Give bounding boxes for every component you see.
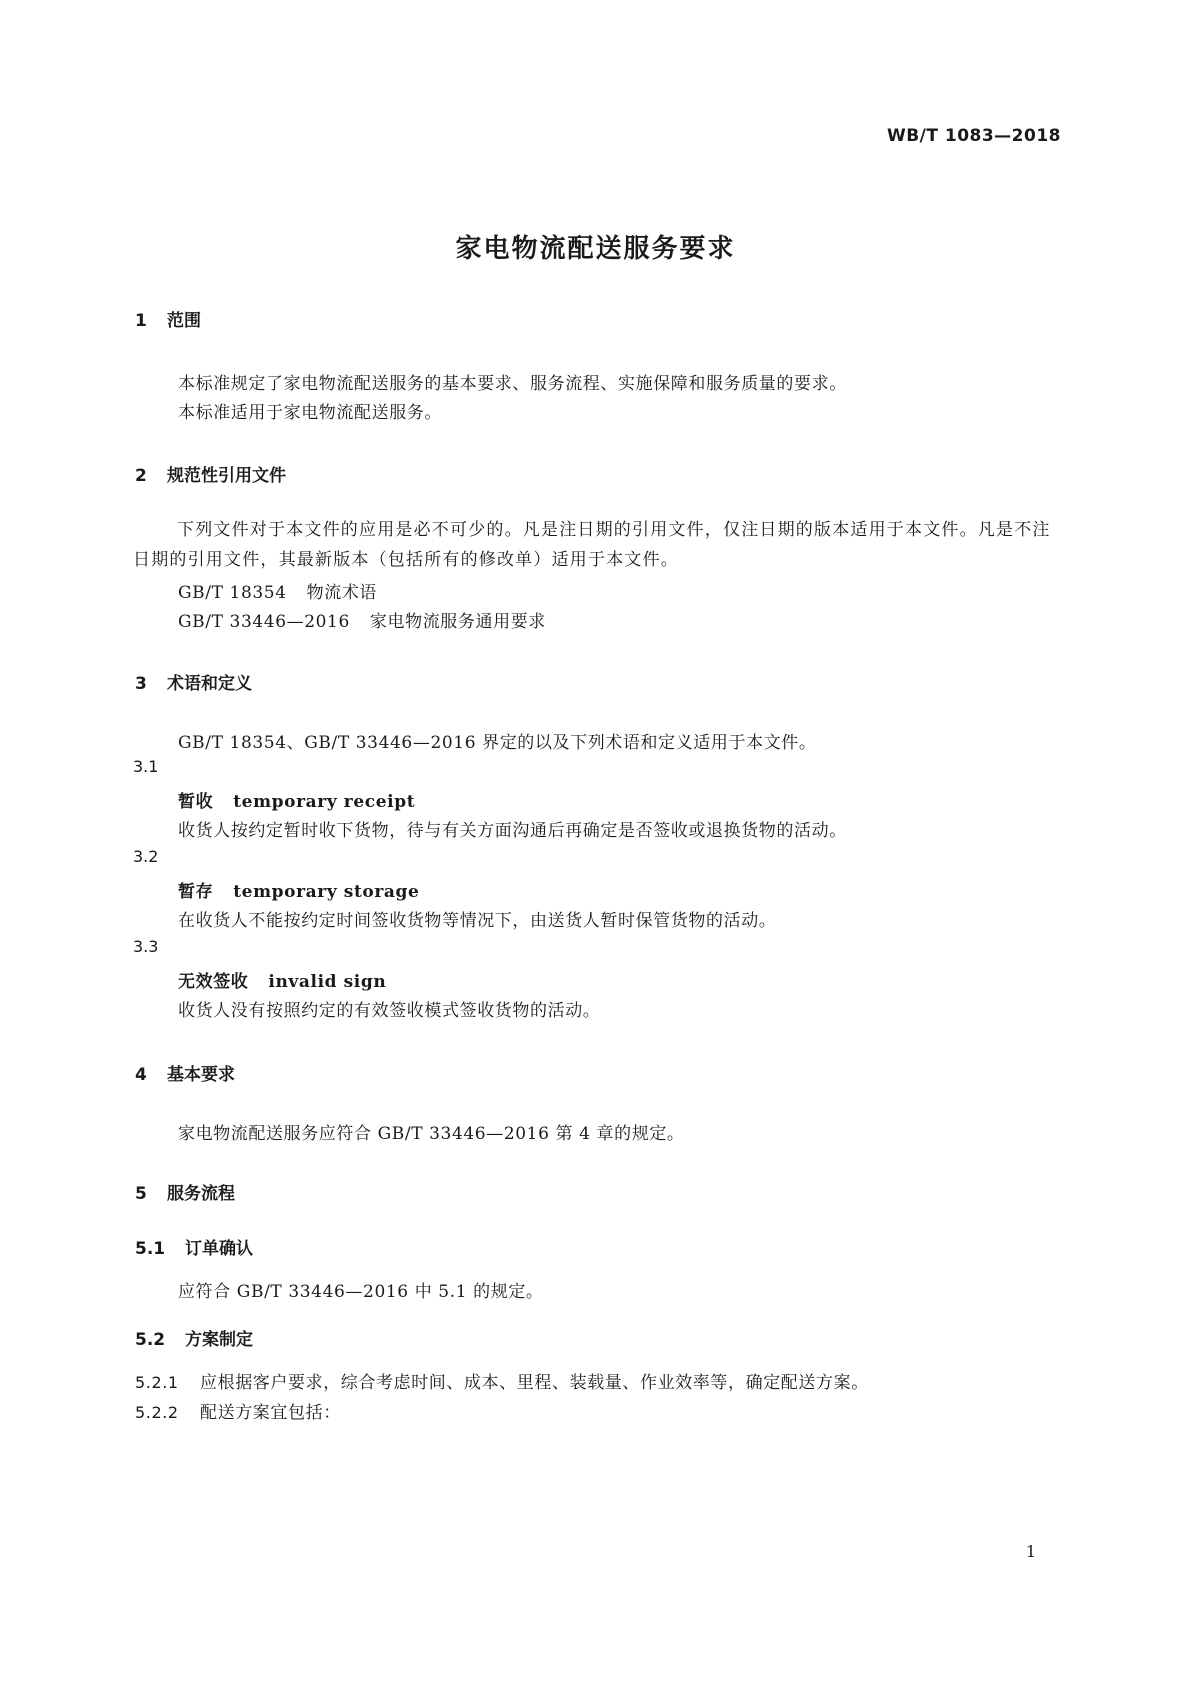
term-definition: 收货人按约定暂时收下货物，待与有关方面沟通后再确定是否签收或退换货物的活动。 [178, 821, 847, 841]
section-4-paragraph: 家电物流配送服务应符合 GB/T 33446—2016 第 4 章的规定。 [178, 1124, 685, 1144]
subsection-title: 方案制定 [185, 1330, 253, 1350]
reference-name: 家电物流服务通用要求 [369, 612, 546, 632]
subsection-number: 5.1 [135, 1239, 166, 1259]
term-heading [178, 967, 386, 992]
section-title: 范围 [167, 311, 201, 331]
term-heading [178, 877, 419, 902]
clause-text: 配送方案宜包括： [200, 1403, 341, 1423]
term-english: invalid sign [268, 972, 387, 992]
section-1-heading [135, 306, 201, 331]
standard-code: WB/T 1083—2018 [886, 126, 1061, 146]
subsection-5-1-heading [135, 1234, 253, 1259]
document-title: 家电物流配送服务要求 [455, 234, 736, 264]
section-3-heading [135, 669, 252, 694]
term-english: temporary storage [233, 882, 420, 902]
section-title: 基本要求 [167, 1065, 235, 1085]
section-2-paragraph: 下列文件对于本文件的应用是必不可少的。凡是注日期的引用文件，仅注日期的版本适用于本文件。凡是不注日期的引用文件，其最新版本（包括所有的修改单）适用于本文件。 [133, 520, 1051, 570]
clause-number: 5.2.2 [135, 1403, 179, 1422]
subsection-number: 5.2 [135, 1330, 166, 1350]
reference-item [178, 607, 546, 632]
term-number: 3.3 [133, 937, 159, 956]
subsection-5-2-heading [135, 1325, 253, 1350]
section-title: 术语和定义 [167, 674, 252, 694]
clause-5-2-2 [135, 1398, 341, 1423]
section-title: 规范性引用文件 [167, 466, 286, 486]
reference-item [178, 578, 377, 603]
section-number: 5 [135, 1184, 147, 1204]
term-number: 3.1 [133, 757, 159, 776]
page-number: 1 [1025, 1542, 1036, 1561]
term-definition: 收货人没有按照约定的有效签收模式签收货物的活动。 [178, 1001, 601, 1021]
section-2-heading [135, 461, 286, 486]
section-5-heading [135, 1179, 235, 1204]
section-4-heading [135, 1060, 235, 1085]
reference-code: GB/T 33446—2016 [178, 612, 350, 632]
clause-text: 应根据客户要求，综合考虑时间、成本、里程、装载量、作业效率等，确定配送方案。 [200, 1373, 869, 1393]
clause-number: 5.2.1 [135, 1373, 179, 1392]
clause-5-2-1 [135, 1368, 869, 1393]
term-heading [178, 787, 415, 812]
reference-code: GB/T 18354 [178, 583, 287, 603]
section-1-paragraph-1: 本标准规定了家电物流配送服务的基本要求、服务流程、实施保障和服务质量的要求。 [178, 374, 847, 394]
term-definition: 在收货人不能按约定时间签收货物等情况下，由送货人暂时保管货物的活动。 [178, 911, 777, 931]
term-chinese: 无效签收 [178, 972, 249, 992]
section-number: 4 [135, 1065, 147, 1085]
subsection-title: 订单确认 [185, 1239, 253, 1259]
term-chinese: 暂存 [178, 882, 214, 902]
term-english: temporary receipt [233, 792, 416, 812]
section-number: 1 [135, 311, 147, 331]
section-3-paragraph: GB/T 18354、GB/T 33446—2016 界定的以及下列术语和定义适用于本文件。 [178, 733, 817, 753]
section-title: 服务流程 [167, 1184, 235, 1204]
subsection-5-1-paragraph: 应符合 GB/T 33446—2016 中 5.1 的规定。 [178, 1282, 544, 1302]
term-number: 3.2 [133, 847, 159, 866]
section-number: 3 [135, 674, 147, 694]
section-number: 2 [135, 466, 147, 486]
section-1-paragraph-2: 本标准适用于家电物流配送服务。 [178, 403, 442, 423]
reference-name: 物流术语 [306, 583, 378, 603]
term-chinese: 暂收 [178, 792, 214, 812]
